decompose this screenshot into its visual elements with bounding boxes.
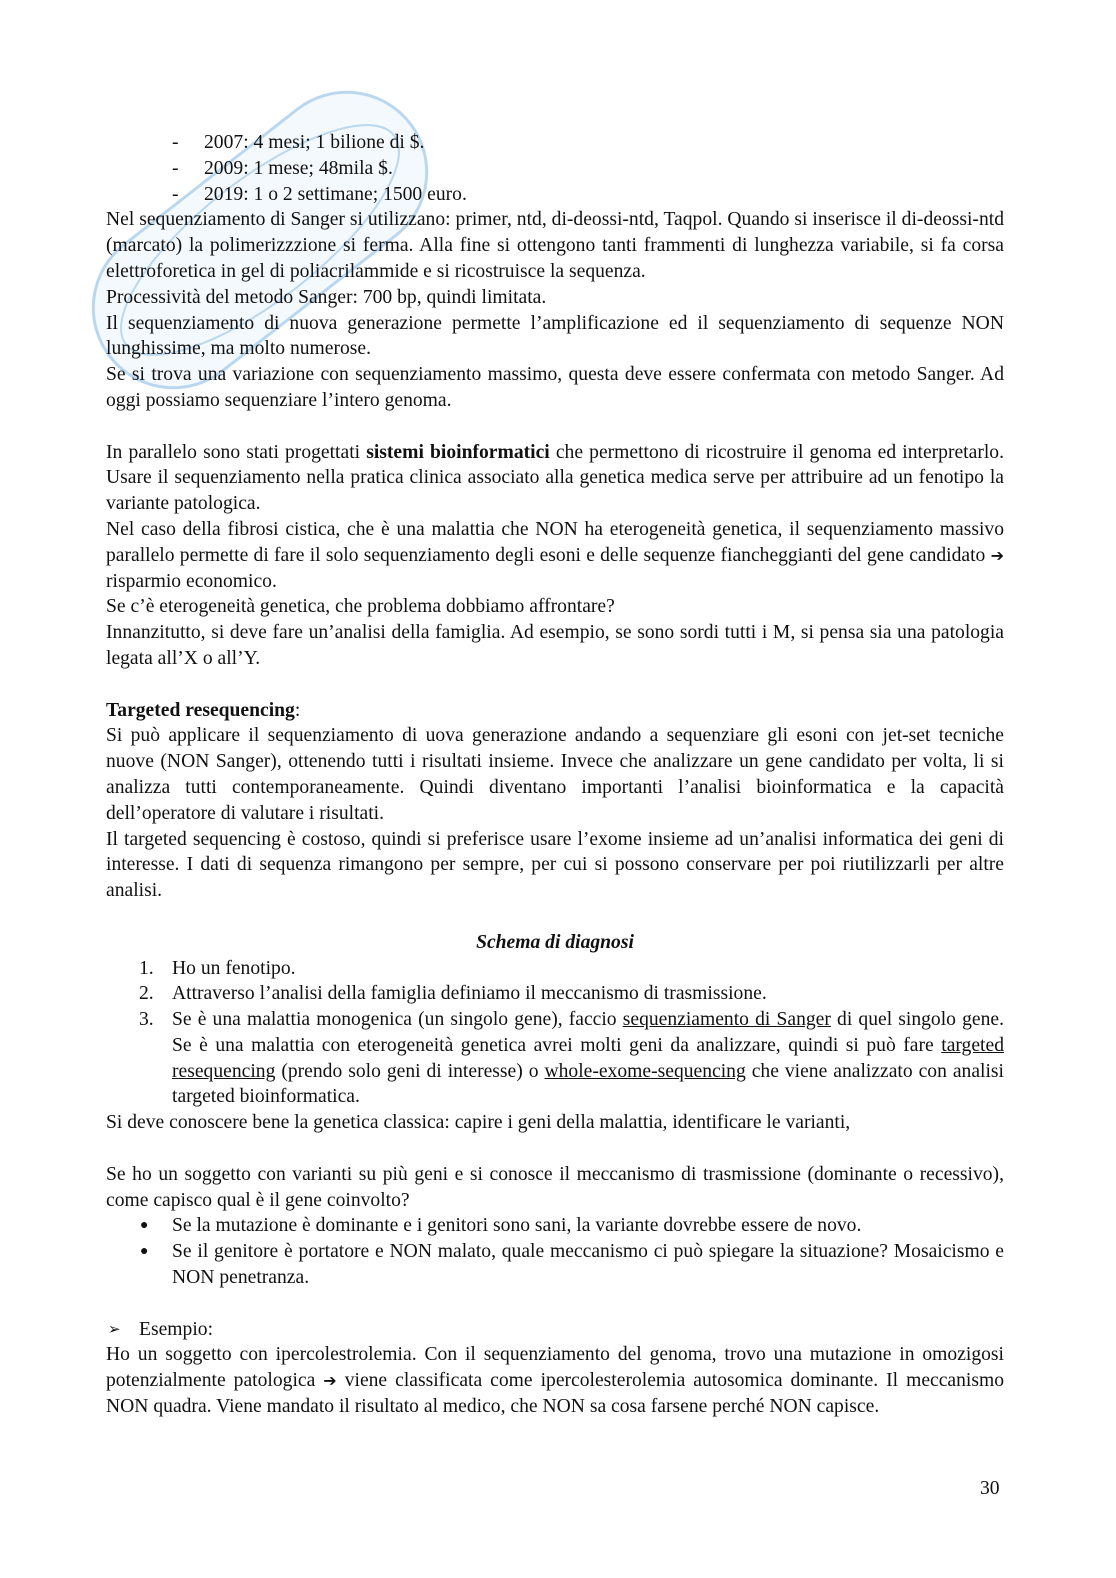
paragraph: Il targeted sequencing è costoso, quindi si preferisce usare l’exome insieme ad un’analisi informatica dei geni di interesse. I dati di sequenza rimangono per sempre, per cui si possono conservare per poi riutilizzarli per altre analisi. <box>106 828 1004 902</box>
paragraph: Se c’è eterogeneità genetica, che problema dobbiamo affrontare? <box>106 596 615 618</box>
list-item: - 2007: 4 mesi; 1 bilione di $. <box>172 132 425 153</box>
list-item: ● Se la mutazione è dominante e i genitori sono sani, la variante dovrebbe essere de novo. <box>106 1213 1004 1239</box>
cost-list <box>106 130 1004 207</box>
diagnosis-steps <box>106 956 1004 1111</box>
spacer <box>106 672 1004 698</box>
bullet-icon: ● <box>140 1244 149 1260</box>
list-item: - 2019: 1 o 2 settimane; 1500 euro. <box>172 183 467 205</box>
page-content <box>106 130 1004 1420</box>
paragraph-fibrosi: Nel caso della fibrosi cistica, che è una malattia che NON ha eterogeneità genetica, il sequenziamento massivo parallelo permette di fare il solo sequenziamento degli esoni e delle sequenze fiancheggianti del gene candidato ➔ risparmio economico. <box>106 518 1004 592</box>
list-item: - 2009: 1 mese; 48mila $. <box>172 157 393 179</box>
schema-title: Schema di diagnosi <box>476 931 634 953</box>
example-label: ➢ Esempio: <box>106 1317 1004 1343</box>
arrowhead-bullet-icon: ➢ <box>108 1319 121 1338</box>
paragraph: Se ho un soggetto con varianti su più geni e si conosce il meccanismo di trasmissione (dominante o recessivo), come capisco qual è il gene coinvolto? <box>106 1163 1004 1211</box>
page-number: 30 <box>980 1478 1000 1499</box>
paragraph: Nel sequenziamento di Sanger si utilizzano: primer, ntd, di-deossi-ntd, Taqpol. Quando si inserisce il di-deossi-ntd (marcato) la polimerizzzione si ferma. Alla fine si ottengono tanti frammenti di lunghezza variabile, si fa corsa elettroforetica in gel di poliacrilammide e si ricostruisce la sequenza. <box>106 209 1004 282</box>
paragraph-example: Ho un soggetto con ipercolestrolemia. Con il sequenziamento del genoma, trovo una mutazione in omozigosi potenzialmente patologica ➔ viene classificata come ipercolesterolemia autosomica dominante. Il meccanismo NON quadra. Viene mandato il risultato al medico, che NON sa cosa farsene perché NON capisce. <box>106 1344 1005 1418</box>
paragraph: Innanzitutto, si deve fare un’analisi della famiglia. Ad esempio, se sono sordi tutti i M, si pensa sia una patologia legata all’X o all’Y. <box>106 622 1004 669</box>
spacer <box>106 1291 1004 1317</box>
list-item: 3. Se è una malattia monogenica (un singolo gene), faccio sequenziamento di Sanger di quel singolo gene. Se è una malattia con eterogeneità genetica avrei molti geni da analizzare, quindi si può fare targeted resequencing (prendo solo geni di interesse) o whole-exome-sequencing che viene analizzato con analisi targeted bioinformatica. <box>139 1009 1004 1108</box>
bullet-icon: ● <box>140 1218 149 1234</box>
list-item: 1. Ho un fenotipo. <box>139 957 296 979</box>
spacer <box>106 414 1004 440</box>
paragraph: Processività del metodo Sanger: 700 bp, quindi limitata. <box>106 286 547 308</box>
variant-bullets <box>106 1213 1004 1290</box>
spacer <box>106 1136 1004 1162</box>
paragraph-bioinformatics: In parallelo sono stati progettati sistemi bioinformatici che permettono di ricostruire il genoma ed interpretarlo. Usare il sequenziamento nella pratica clinica associato alla genetica medica serve per attribuire ad un fenotipo la variante patologica. <box>106 441 1004 515</box>
paragraph: Il sequenziamento di nuova generazione permette l’amplificazione ed il sequenziamento di sequenze NON lunghissime, ma molto numerose. <box>106 312 1004 360</box>
paragraph: Si può applicare il sequenziamento di uova generazione andando a sequenziare gli esoni con jet-set tecniche nuove (NON Sanger), ottenendo tutti i risultati insieme. Invece che analizzare un gene candidato per volta, li si analizza tutti contemporaneamente. Quindi diventano importanti l’analisi bioinformatica e la capacità dell’operatore di valutare i risultati. <box>106 725 1004 824</box>
list-item: 2. Attraverso l’analisi della famiglia definiamo il meccanismo di trasmissione. <box>139 983 767 1005</box>
list-item: ● Se il genitore è portatore e NON malato, quale meccanismo ci può spiegare la situazione? Mosaicismo e NON penetranza. <box>140 1241 1004 1289</box>
paragraph: Si deve conoscere bene la genetica classica: capire i geni della malattia, identificare le varianti, <box>106 1112 851 1134</box>
paragraph: Se si trova una variazione con sequenziamento massimo, questa deve essere confermata con metodo Sanger. Ad oggi possiamo sequenziare l’intero genoma. <box>106 364 1004 411</box>
spacer <box>106 904 1004 930</box>
section-heading: Targeted resequencing: <box>106 699 301 721</box>
arrow-right-icon: ➔ <box>323 1371 337 1391</box>
arrow-right-icon: ➔ <box>990 545 1004 565</box>
